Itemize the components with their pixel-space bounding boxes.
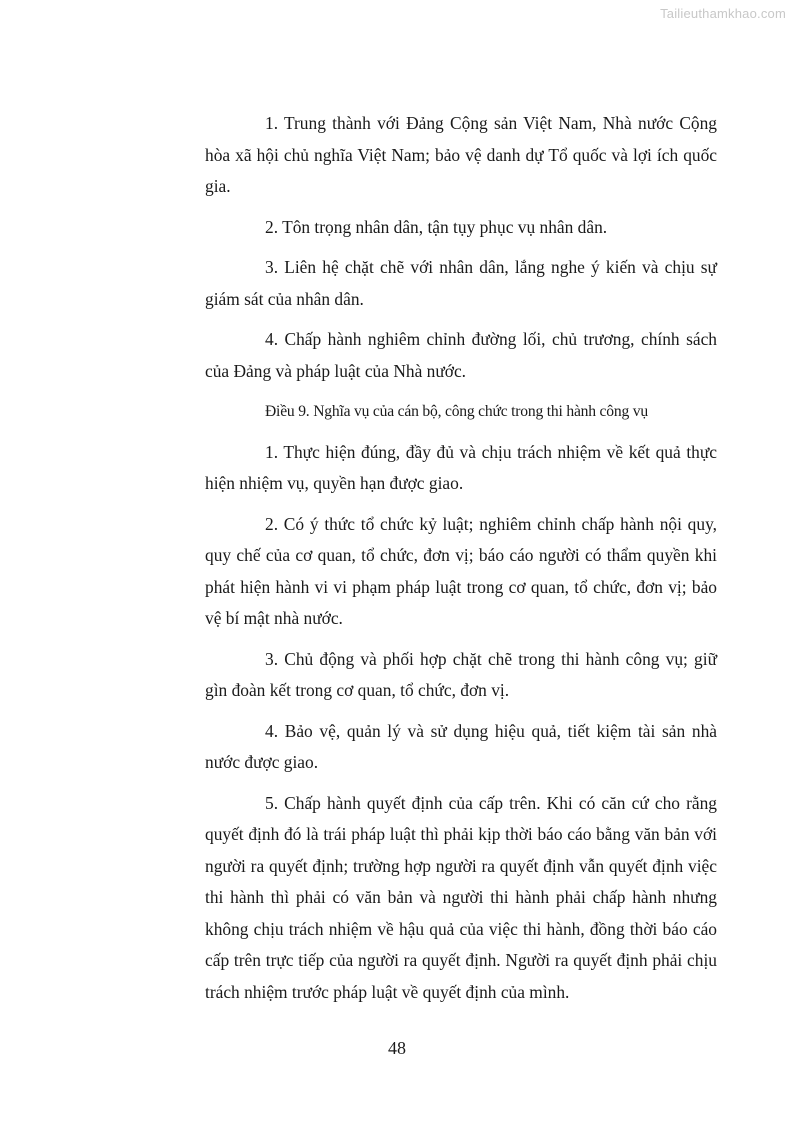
page-number: 48: [388, 1038, 406, 1058]
paragraph-duty-4-comply-policy: 4. Chấp hành nghiêm chỉnh đường lối, chủ trương, chính sách của Đảng và pháp luật của Nhà nước.: [205, 329, 717, 381]
article-9-heading: Điều 9. Nghĩa vụ của cán bộ, công chức trong thi hành công vụ: [265, 403, 648, 420]
paragraph-article9-item-1: 1. Thực hiện đúng, đầy đủ và chịu trách nhiệm về kết quả thực hiện nhiệm vụ, quyền hạn được giao.: [205, 441, 717, 493]
watermark-text: Tailieuthamkhao.com: [660, 6, 786, 21]
paragraph-duty-3-close-contact: 3. Liên hệ chặt chẽ với nhân dân, lắng nghe ý kiến và chịu sự giám sát của nhân dân.: [205, 257, 717, 309]
document-body: [205, 108, 717, 1017]
paragraph-article9-item-5: 5. Chấp hành quyết định của cấp trên. Khi có căn cứ cho rằng quyết định đó là trái pháp luật thì phải kịp thời báo cáo bằng văn bản với người ra quyết định; trường hợp người ra quyết định vẫn quyết định việc thi hành thì phải có văn bản và người thi hành phải chấp hành nhưng không chịu trách nhiệm về hậu quả của việc thi hành, đồng thời báo cáo cấp trên trực tiếp của người ra quyết định. Người ra quyết định phải chịu trách nhiệm trước pháp luật về quyết định của mình.: [205, 792, 717, 1002]
paragraph-article9-item-2: 2. Có ý thức tổ chức kỷ luật; nghiêm chỉnh chấp hành nội quy, quy chế của cơ quan, tổ chức, đơn vị; báo cáo người có thẩm quyền khi phát hiện hành vi vi phạm pháp luật trong cơ quan, tổ chức, đơn vị; bảo vệ bí mật nhà nước.: [205, 513, 717, 628]
paragraph-article9-item-4: 4. Bảo vệ, quản lý và sử dụng hiệu quả, tiết kiệm tài sản nhà nước được giao.: [205, 720, 717, 772]
paragraph-article9-item-3: 3. Chủ động và phối hợp chặt chẽ trong thi hành công vụ; giữ gìn đoàn kết trong cơ quan, tổ chức, đơn vị.: [205, 648, 717, 700]
paragraph-duty-1-loyalty: 1. Trung thành với Đảng Cộng sản Việt Nam, Nhà nước Cộng hòa xã hội chủ nghĩa Việt Nam; bảo vệ danh dự Tổ quốc và lợi ích quốc gia.: [205, 113, 717, 196]
paragraph-duty-2-respect-people: 2. Tôn trọng nhân dân, tận tụy phục vụ nhân dân.: [265, 216, 608, 237]
